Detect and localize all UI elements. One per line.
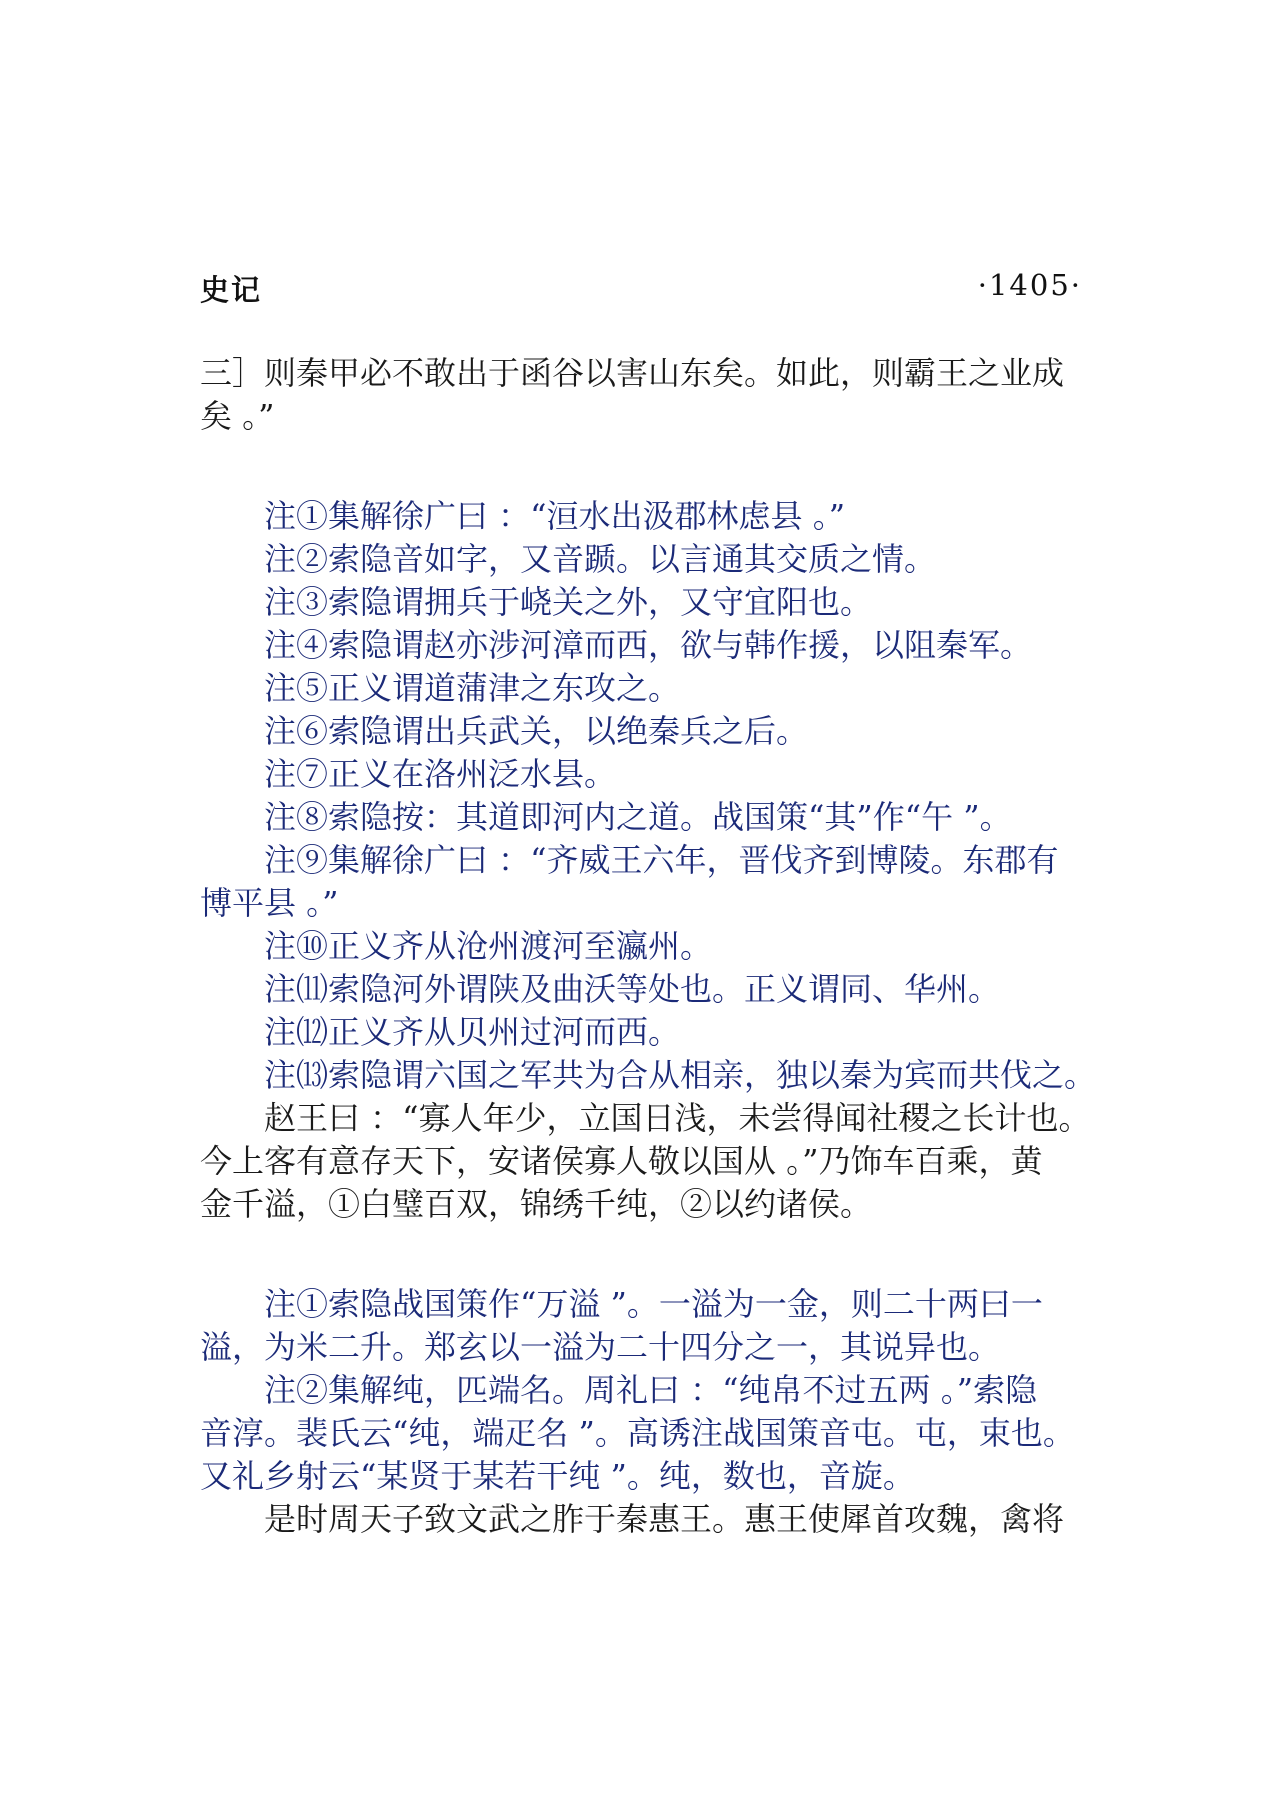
annotation-line: 又礼乡射云“某贤于某若干纯 ”。纯，数也，音旋。 bbox=[200, 1457, 915, 1495]
book-title: 史记 bbox=[200, 273, 263, 307]
text-line: 赵王曰 ：“寡人年少，立国日浅，未尝得闻社稷之长计也。 bbox=[264, 1099, 1091, 1137]
annotation-list bbox=[200, 495, 1097, 1097]
page-number: ·1405· bbox=[977, 268, 1082, 302]
annotation-line: 注①集解徐广曰 ：“洹水出汲郡林虑县 。” bbox=[264, 497, 846, 535]
annotation-line: 博平县 。” bbox=[200, 884, 339, 922]
annotation-list bbox=[200, 1283, 1090, 1498]
text-line: 矣 。” bbox=[200, 397, 275, 435]
annotation-line: 注②集解纯，匹端名。周礼曰 ：“纯帛不过五两 。”索隐 bbox=[264, 1371, 1038, 1409]
annotation-line: 音淳。裴氏云“纯，端疋名 ”。高诱注战国策音屯。屯，束也。 bbox=[200, 1414, 1075, 1452]
text-line: 今上客有意存天下，安诸侯寡人敬以国从 。”乃饰车百乘，黄 bbox=[200, 1142, 1043, 1180]
annotation-line: 注③索隐谓拥兵于峣关之外，又守宜阳也。 bbox=[264, 583, 873, 621]
annotation-line: 注④索隐谓赵亦涉河漳而西，欲与韩作援，以阻秦军。 bbox=[264, 626, 1033, 664]
annotation-line: 注⑾索隐河外谓陕及曲沃等处也。正义谓同、华州。 bbox=[264, 970, 1001, 1008]
annotation-line: 注⑩正义齐从沧州渡河至瀛州。 bbox=[264, 927, 713, 965]
text-line: 是时周天子致文武之胙于秦惠王。惠王使犀首攻魏，禽将 bbox=[264, 1500, 1065, 1538]
text-line: 金千溢，①白璧百双，锦绣千纯，②以约诸侯。 bbox=[200, 1185, 873, 1223]
annotation-line: 注⑤正义谓道蒲津之东攻之。 bbox=[264, 669, 681, 707]
annotation-line: 注⑧索隐按：其道即河内之道。战国策“其”作“午 ”。 bbox=[264, 798, 1012, 836]
annotation-line: 注⑨集解徐广曰 ：“齐威王六年，晋伐齐到博陵。东郡有 bbox=[264, 841, 1059, 879]
annotation-line: 注②索隐音如字，又音踬。以言通其交质之情。 bbox=[264, 540, 937, 578]
annotation-line: 注⑦正义在洛州泛水县。 bbox=[264, 755, 617, 793]
annotation-line: 溢，为米二升。郑玄以一溢为二十四分之一，其说异也。 bbox=[200, 1328, 1001, 1366]
annotation-line: 注⒀索隐谓六国之军共为合从相亲，独以秦为宾而共伐之。 bbox=[264, 1056, 1097, 1094]
annotation-line: 注⑿正义齐从贝州过河而西。 bbox=[264, 1013, 681, 1051]
annotation-line: 注①索隐战国策作“万溢 ”。一溢为一金，则二十两曰一 bbox=[264, 1285, 1043, 1323]
text-line: 三］则秦甲必不敢出于函谷以害山东矣。如此，则霸王之业成 bbox=[200, 354, 1065, 392]
spacer bbox=[200, 1226, 1090, 1283]
running-header bbox=[200, 268, 1082, 308]
page-body bbox=[200, 352, 1097, 1541]
annotation-line: 注⑥索隐谓出兵武关，以绝秦兵之后。 bbox=[264, 712, 809, 750]
spacer bbox=[200, 438, 1090, 495]
